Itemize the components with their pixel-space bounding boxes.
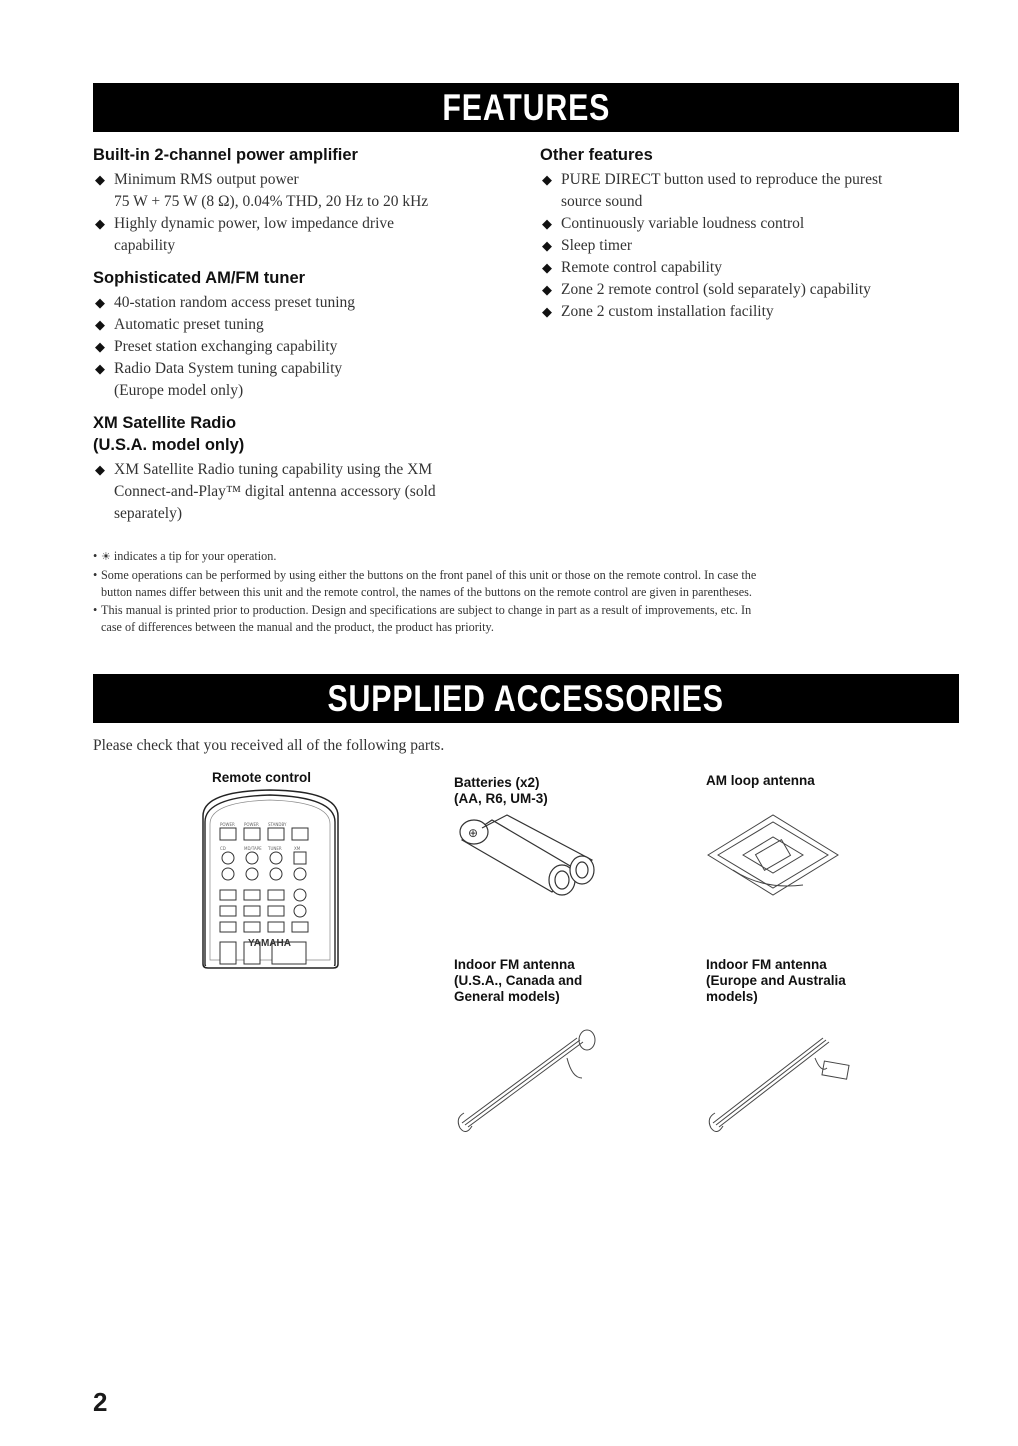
other-features-heading: Other features (540, 146, 653, 164)
list-item: ◆ Continuously variable loudness control (540, 213, 960, 235)
list-item-continuation: separately) (114, 505, 182, 522)
features-left-column (93, 144, 513, 535)
svg-text:POWER: POWER (220, 822, 235, 827)
svg-text:XM: XM (294, 846, 301, 851)
batteries-illustration (452, 810, 602, 900)
note-text: indicates a tip for your operation. (113, 549, 277, 563)
list-item (540, 191, 960, 213)
note-item (93, 602, 959, 620)
xm-heading: XM Satellite Radio (93, 414, 237, 432)
fm-antenna-eu-illustration (703, 1018, 853, 1133)
list-item: ◆ 40-station random access preset tuning (93, 292, 513, 314)
list-item-continuation: source sound (561, 193, 643, 210)
fm-antenna-eu-label-2: (Europe and Australia (706, 973, 846, 988)
fm-antenna-us-illustration (452, 1018, 602, 1133)
fm-antenna-us-label-2: (U.S.A., Canada and (454, 973, 583, 988)
page-number: 2 (93, 1387, 108, 1417)
fm-antenna-eu-label: Indoor FM antenna (706, 957, 827, 972)
list-item: ◆ Remote control capability (540, 257, 960, 279)
note-tip (93, 548, 959, 567)
list-item: ◆ Minimum RMS output power (93, 169, 513, 191)
notes-block (93, 548, 959, 637)
remote-brand: YAMAHA (248, 938, 291, 949)
accessories-title: SUPPLIED ACCESSORIES (327, 678, 725, 719)
fm-antenna-eu-label-3: models) (706, 989, 758, 1004)
list-item: ◆ Preset station exchanging capability (93, 336, 513, 358)
other-features-list (540, 169, 960, 323)
list-item-continuation: Connect-and-Play™ digital antenna accessory (sold (114, 483, 436, 500)
list-item: ◆ Zone 2 custom installation facility (540, 301, 960, 323)
xm-heading-sub: (U.S.A. model only) (93, 436, 245, 454)
svg-text:POWER: POWER (244, 822, 259, 827)
xm-list (93, 459, 513, 525)
note-text: This manual is printed prior to production. Design and specifications are subject to change in part as a result of improvements, etc. In (101, 602, 752, 617)
fm-antenna-us-label: Indoor FM antenna (454, 957, 575, 972)
svg-text:MD/TAPE: MD/TAPE (244, 846, 262, 851)
tuner-list (93, 292, 513, 402)
remote-control-label: Remote control (212, 770, 312, 785)
batteries-label: Batteries (x2) (454, 775, 540, 790)
amp-heading: Built-in 2-channel power amplifier (93, 146, 358, 164)
list-item: ◆ Highly dynamic power, low impedance drive (93, 213, 513, 235)
note-text: Some operations can be performed by using either the buttons on the front panel of this unit or those on the remote control. In case the (101, 567, 757, 582)
am-loop-antenna-illustration (703, 810, 843, 900)
list-item: ◆ Zone 2 remote control (sold separately) capability (540, 279, 960, 301)
list-item: ◆ PURE DIRECT button used to reproduce the purest (540, 169, 960, 191)
list-item-continuation: (Europe model only) (114, 382, 244, 399)
fm-antenna-us-label-3: General models) (454, 989, 560, 1004)
tuner-heading: Sophisticated AM/FM tuner (93, 269, 306, 287)
note-continuation: button names differ between this unit and the remote control, the names of the buttons on the remote control are given in parentheses. (101, 585, 752, 599)
note-continuation: case of differences between the manual and the product, the product has priority. (101, 620, 494, 634)
svg-text:STANDBY: STANDBY (268, 822, 287, 827)
svg-text:⊕: ⊕ (468, 826, 479, 840)
note-item (93, 567, 959, 585)
list-item (93, 235, 513, 257)
list-item: ◆ Sleep timer (540, 235, 960, 257)
features-banner (93, 83, 959, 132)
batteries-label-sub: (AA, R6, UM-3) (454, 791, 548, 806)
list-item-continuation: capability (114, 237, 176, 254)
svg-text:TUNER: TUNER (268, 846, 282, 851)
list-item (93, 380, 513, 402)
accessories-intro: Please check that you received all of the following parts. (93, 737, 445, 754)
svg-text:CD: CD (220, 846, 226, 851)
am-antenna-label: AM loop antenna (706, 773, 815, 788)
amp-list (93, 169, 513, 257)
tip-icon: ☀ (101, 551, 111, 563)
list-item (93, 191, 513, 213)
remote-control-lower-buttons (198, 968, 343, 969)
features-title: FEATURES (442, 87, 610, 128)
list-item (93, 503, 513, 525)
accessories-banner (93, 674, 959, 723)
list-item-continuation: 75 W + 75 W (8 Ω), 0.04% THD, 20 Hz to 20 kHz (114, 193, 429, 210)
list-item: ◆ Automatic preset tuning (93, 314, 513, 336)
list-item: ◆ XM Satellite Radio tuning capability using the XM (93, 459, 513, 481)
list-item: ◆ Radio Data System tuning capability (93, 358, 513, 380)
list-item (93, 481, 513, 503)
features-right-column (540, 144, 960, 333)
